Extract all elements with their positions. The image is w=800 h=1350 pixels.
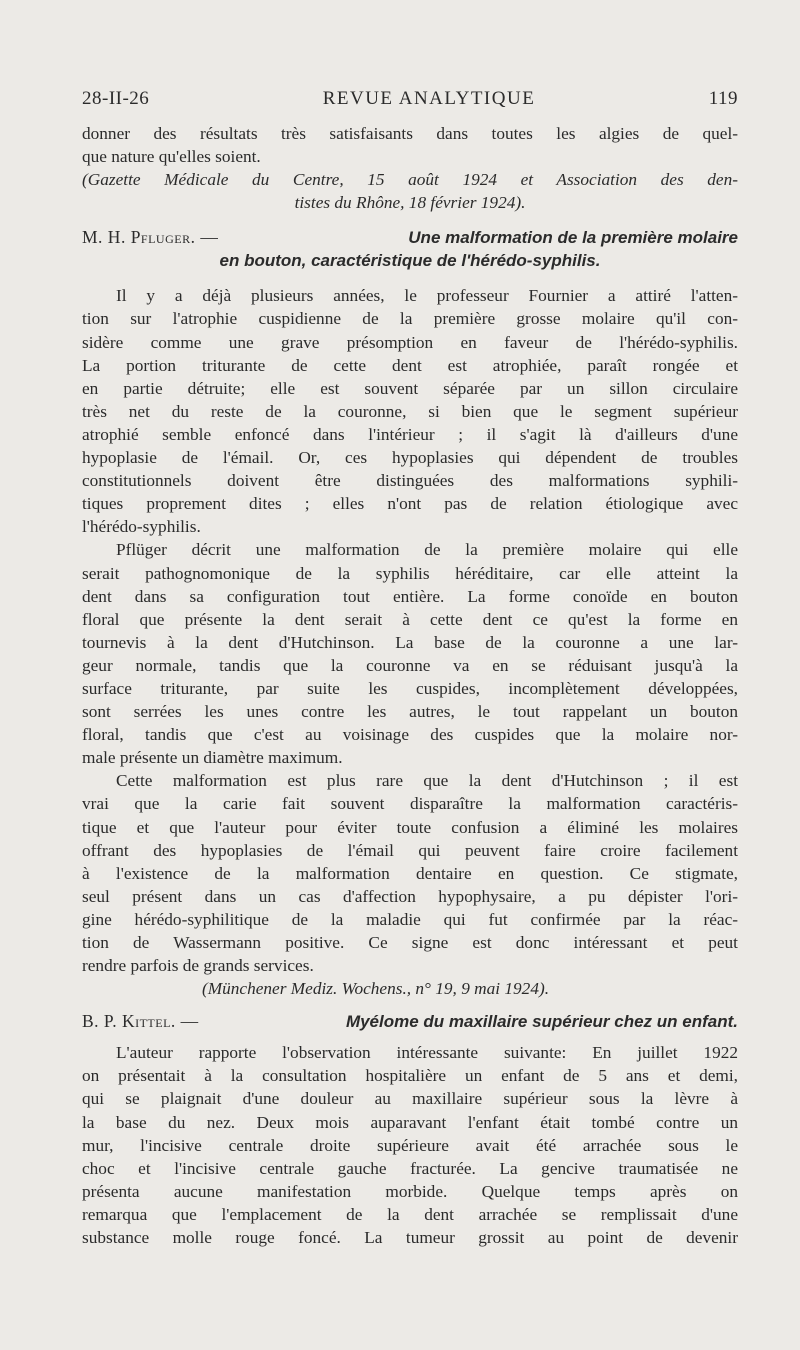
text-line: L'auteur rapporte l'observation intéressante suivante: En juillet 1922 <box>116 1043 738 1063</box>
article-paragraph <box>82 538 738 769</box>
text-line: tion de Wassermann positive. Ce signe est donc intéressant et peut <box>82 933 738 952</box>
article-title-continued: en bouton, caractéristique de l'hérédo-syphilis. <box>219 251 601 271</box>
text-line: tion sur l'atrophie cuspidienne de la première grosse molaire qu'il con- <box>82 309 738 329</box>
text-line: vrai que la carie fait souvent disparaître la malformation caractéris- <box>82 794 738 814</box>
text-line: à l'existence de la malformation dentaire en question. Ce stigmate, <box>82 863 738 883</box>
text-line: choc et l'incisive centrale gauche fracturée. La gencive traumatisée ne <box>82 1158 738 1178</box>
intro-reference-line: (Gazette Médicale du Centre, 15 août 1924 et Association des den- <box>82 170 738 190</box>
text-line: floral que présente la dent serait à cette dent ce qu'est la forme en <box>82 609 738 629</box>
running-header <box>82 88 738 110</box>
text-line: gine hérédo-syphilitique de la maladie qui fut confirmée par la réac- <box>82 909 738 929</box>
text-line: tiques proprement dites ; elles n'ont pas de relation étiologique avec <box>82 494 738 514</box>
text-line: on présentait à la consultation hospitalière un enfant de 5 ans et demi, <box>82 1066 738 1086</box>
article-paragraph <box>82 284 738 538</box>
text-line: très net du reste de la couronne, si bien que le segment supérieur <box>82 401 738 421</box>
article-heading <box>82 226 738 272</box>
article-author: M. H. Pfluger. — <box>82 227 219 248</box>
text-line: en partie détruite; elle est souvent séparée par un sillon circulaire <box>82 378 738 398</box>
text-line: remarqua que l'emplacement de la dent arrachée se remplissait d'une <box>82 1204 738 1224</box>
text-line: offrant des hypoplasies de l'émail qui peuvent faire croire facilement <box>82 840 738 860</box>
text-line: qui se plaignait d'une douleur au maxillaire supérieur sous la lèvre à <box>82 1089 738 1109</box>
article-paragraph <box>82 1041 738 1249</box>
text-line: dent dans sa configuration tout entière. La forme conoïde en bouton <box>82 586 738 606</box>
article-author: B. P. Kittel. — <box>82 1011 199 1032</box>
text-line: tournevis à la dent d'Hutchinson. La base de la couronne a une lar- <box>82 632 738 652</box>
text-line: présenta aucune manifestation morbide. Quelque temps après on <box>82 1181 738 1201</box>
text-line: tique et que l'auteur pour éviter toute confusion a éliminé les molaires <box>82 817 738 837</box>
text-line: Il y a déjà plusieurs années, le professeur Fournier a attiré l'atten- <box>116 286 738 306</box>
text-line: hypoplasie de l'émail. Or, ces hypoplasies qui dépendent de troubles <box>82 448 738 468</box>
text-line: rendre parfois de grands services. <box>82 956 314 976</box>
text-column <box>82 88 738 1249</box>
text-line: constitutionnels doivent être distinguées des malformations syphili- <box>82 471 738 491</box>
intro-reference-line: tistes du Rhône, 18 février 1924). <box>294 193 526 213</box>
article-title: Une malformation de la première molaire <box>408 228 738 248</box>
text-line: sont serrées les unes contre les autres, le tout rappelant un bouton <box>82 702 738 722</box>
text-line: la base du nez. Deux mois auparavant l'enfant était tombé contre un <box>82 1112 738 1132</box>
article-title: Myélome du maxillaire supérieur chez un enfant. <box>345 1012 738 1032</box>
text-line: male présente un diamètre maximum. <box>82 748 343 768</box>
text-line: serait pathognomonique de la syphilis héréditaire, car elle atteint la <box>82 563 738 583</box>
text-line: que nature qu'elles soient. <box>82 147 261 167</box>
page-number: 119 <box>708 88 738 109</box>
text-line: Cette malformation est plus rare que la dent d'Hutchinson ; il est <box>116 771 738 791</box>
text-line: La portion triturante de cette dent est atrophiée, paraît rongée et <box>82 355 738 375</box>
text-line: sidère comme une grave présomption en faveur de l'hérédo-syphilis. <box>82 332 738 352</box>
header-date: 28-II-26 <box>82 88 150 109</box>
text-line: Pflüger décrit une malformation de la première molaire qui elle <box>116 540 738 560</box>
text-line: substance molle rouge foncé. La tumeur grossit au point de devenir <box>82 1228 738 1248</box>
text-line: geur normale, tandis que la couronne va en se réduisant jusqu'à la <box>82 655 738 675</box>
text-line: mur, l'incisive centrale droite supérieure avait été arrachée sous le <box>82 1135 738 1155</box>
text-line: floral, tandis que c'est au voisinage des cuspides que la molaire nor- <box>82 725 738 745</box>
intro-paragraph <box>82 122 738 214</box>
article-reference: (Münchener Mediz. Wochens., n° 19, 9 mai 1924). <box>202 979 550 999</box>
text-line: surface triturante, par suite les cuspides, incomplètement développées, <box>82 678 738 698</box>
article-heading <box>82 1010 738 1033</box>
text-line: atrophié semble enfoncé dans l'intérieur ; il s'agit là d'ailleurs d'une <box>82 424 738 444</box>
text-line: seul présent dans un cas d'affection hypophysaire, a pu dépister l'ori- <box>82 886 738 906</box>
text-line: l'hérédo-syphilis. <box>82 517 201 537</box>
article-paragraph <box>82 769 738 1000</box>
header-title: REVUE ANALYTIQUE <box>322 88 536 109</box>
text-line: donner des résultats très satisfaisants dans toutes les algies de quel- <box>82 124 738 143</box>
